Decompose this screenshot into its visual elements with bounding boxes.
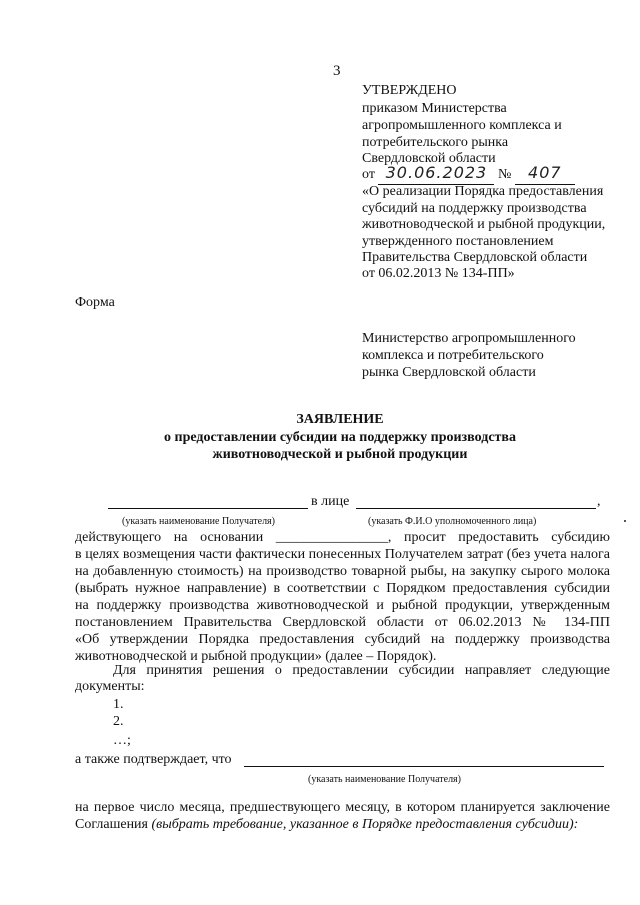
- applicant-comma: ,: [597, 494, 601, 509]
- page-number: 3: [333, 63, 341, 79]
- approval-title-line: животноводческой и рыбной продукции,: [362, 217, 606, 232]
- approval-line: агропромышленного комплекса и: [362, 118, 562, 133]
- number-prefix: №: [497, 167, 512, 182]
- documents-intro-cont: документы:: [75, 679, 145, 694]
- statement-title: ЗАЯВЛЕНИЕ: [296, 412, 384, 427]
- body-last-line: животноводческой и рыбной продукции» (далее – Порядок).: [75, 649, 437, 664]
- requirement-italic: (выбрать требование, указанное в Порядке предоставления субсидии):: [151, 817, 579, 832]
- approval-title-line: «О реализации Порядка предоставления: [362, 184, 604, 199]
- confirm-hint: (указать наименование Получателя): [308, 774, 461, 785]
- body-paragraph: [75, 530, 610, 666]
- documents-intro: Для принятия решения о предоставлении субсидии направляет следующие: [113, 663, 610, 678]
- body-line: в целях возмещения части фактически понесенных Получателем затрат (без учета налога: [75, 547, 610, 562]
- confirm-prefix: а также подтверждает, что: [75, 752, 232, 767]
- hint-person: (указать Ф.И.О уполномоченного лица): [368, 516, 537, 527]
- body-line: действующего на основании ________________, просит предоставить субсидию: [75, 530, 610, 545]
- statement-subtitle-line: животноводческой и рыбной продукции: [212, 447, 468, 462]
- requirement-line: на первое число месяца, предшествующего месяцу, в котором планируется заключение: [75, 800, 610, 815]
- approval-line: потребительского рынка: [362, 135, 509, 150]
- recipient-name-blank[interactable]: [108, 508, 308, 509]
- body-line: постановлением Правительства Свердловской области от 06.02.2013 № 134-ПП: [75, 615, 610, 630]
- document-item: …;: [113, 733, 131, 748]
- approval-line: Свердловской области: [362, 151, 496, 166]
- confirm-recipient-blank[interactable]: [244, 766, 604, 767]
- requirement-line-2: [75, 817, 578, 834]
- date-prefix: от: [362, 167, 375, 182]
- date-field: [378, 163, 494, 185]
- approval-line: приказом Министерства: [362, 101, 507, 116]
- body-line: на добавленную стоимость) на производство товарной рыбы, на закупку сырого молока: [75, 564, 610, 579]
- approval-title-line: утвержденного постановлением: [362, 234, 554, 249]
- document-item: 2.: [113, 714, 124, 729]
- document-item: 1.: [113, 697, 124, 712]
- body-line: на поддержку производства животноводческой и рыбной продукции, утвержденным: [75, 598, 610, 613]
- requirement-plain: Соглашения: [75, 817, 152, 832]
- addressee-line: комплекса и потребительского: [362, 348, 544, 363]
- number-field: [515, 163, 575, 185]
- handwritten-date: 30.06.2023: [385, 163, 488, 182]
- body-line: «Об утверждении Порядка предоставления субсидий на поддержку производства: [75, 632, 610, 647]
- hint-recipient: (указать наименование Получателя): [122, 516, 275, 527]
- statement-subtitle-line: о предоставлении субсидии на поддержку производства: [164, 430, 516, 445]
- approval-date-row: [362, 163, 575, 185]
- in-person-label: в лице: [311, 494, 350, 509]
- addressee-line: Министерство агропромышленного: [362, 331, 576, 346]
- authorized-person-blank[interactable]: [356, 508, 596, 509]
- approval-heading: УТВЕРЖДЕНО: [362, 83, 457, 98]
- form-label: Форма: [75, 295, 115, 310]
- handwritten-number: 407: [528, 163, 562, 182]
- approval-title-line: Правительства Свердловской области: [362, 250, 588, 265]
- scan-speck: [624, 520, 626, 522]
- approval-title-line: от 06.02.2013 № 134-ПП»: [362, 266, 515, 281]
- addressee-line: рынка Свердловской области: [362, 365, 536, 380]
- approval-title-line: субсидий на поддержку производства: [362, 201, 587, 216]
- body-line: (выбрать нужное направление) в соответствии с Порядком предоставления субсидии: [75, 581, 610, 596]
